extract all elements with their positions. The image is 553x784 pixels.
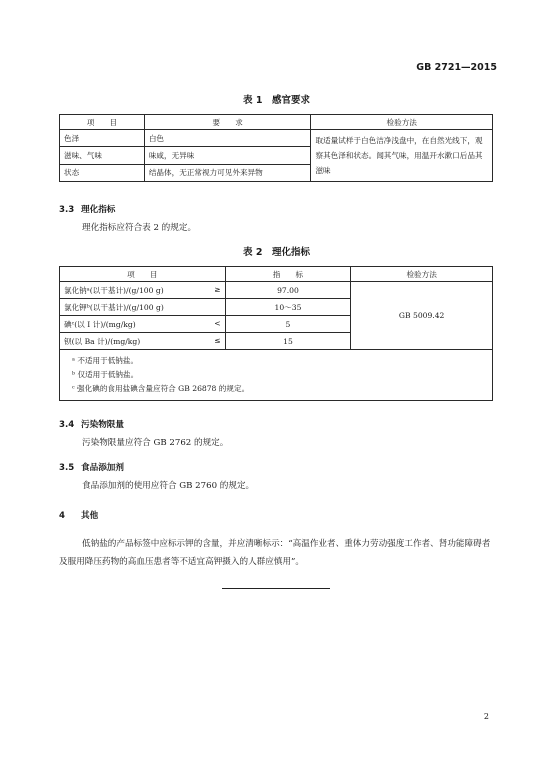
table-header-row <box>60 267 493 282</box>
header-method: 检验方法 <box>311 115 493 130</box>
section-3-4-heading <box>59 418 124 430</box>
section-3-5-text: 食品添加剂的使用应符合 GB 2760 的规定。 <box>82 481 255 491</box>
method-cell: 取适量试样于白色洁净浅盘中，在自然光线下，观察其色泽和状态。闻其气味，用温开水漱口后品其滋味 <box>311 130 493 182</box>
row-requirement: 味咸，无异味 <box>144 147 311 164</box>
row-item <box>60 299 226 316</box>
section-title: 食品添加剂 <box>81 463 124 473</box>
row-value: 97.00 <box>225 282 351 299</box>
comparison-symbol: ≤ <box>214 335 221 345</box>
section-title: 其他 <box>81 511 99 521</box>
row-requirement: 结晶体，无正常视力可见外来异物 <box>144 164 311 181</box>
section-number: 3.5 <box>59 463 75 473</box>
row-label: 碘ᶜ(以 I 计)/(mg/kg) <box>64 319 136 329</box>
table-row <box>60 130 493 147</box>
row-item <box>60 333 226 350</box>
row-item: 状态 <box>60 164 145 181</box>
table-notes <box>60 350 493 401</box>
sensory-requirements-table <box>59 114 493 182</box>
row-label: 氯化钠ᵃ(以干基计)/(g/100 g) <box>64 285 164 295</box>
row-label: 氯化钾ᵇ(以干基计)/(g/100 g) <box>64 302 164 312</box>
row-item: 滋味、气味 <box>60 147 145 164</box>
section-3-4-text: 污染物限量应符合 GB 2762 的规定。 <box>82 438 229 448</box>
table-header-row <box>60 115 493 130</box>
section-3-3-heading <box>59 203 115 215</box>
section-number: 3.3 <box>59 205 75 215</box>
row-requirement: 白色 <box>144 130 311 147</box>
page-number: 2 <box>483 712 489 721</box>
method-cell: GB 5009.42 <box>351 282 493 350</box>
end-rule <box>222 588 330 589</box>
section-4-heading <box>59 509 98 521</box>
header-method: 检验方法 <box>351 267 493 282</box>
section-number: 3.4 <box>59 420 75 430</box>
note: ᵃ 不适用于低钠盐。 <box>72 356 139 365</box>
row-value: 10～35 <box>225 299 351 316</box>
row-item <box>60 316 226 333</box>
table-row <box>60 282 493 299</box>
header-indicator: 指 标 <box>225 267 351 282</box>
standard-code: GB 2721—2015 <box>416 62 497 73</box>
section-title: 污染物限量 <box>81 420 124 430</box>
header-item: 项 目 <box>60 115 145 130</box>
table2-caption: 表 2 理化指标 <box>243 247 310 258</box>
note: ᵇ 仅适用于低钠盐。 <box>72 370 139 379</box>
header-item: 项 目 <box>60 267 226 282</box>
note: ᶜ 强化碘的食用盐碘含量应符合 GB 26878 的规定。 <box>72 384 250 393</box>
comparison-symbol: < <box>214 318 221 328</box>
row-value: 15 <box>225 333 351 350</box>
row-label: 钡(以 Ba 计)/(mg/kg) <box>64 336 141 346</box>
row-item: 色泽 <box>60 130 145 147</box>
section-3-3-text: 理化指标应符合表 2 的规定。 <box>82 223 197 233</box>
comparison-symbol: ≥ <box>214 284 221 294</box>
section-title: 理化指标 <box>81 205 116 215</box>
header-requirement: 要 求 <box>144 115 311 130</box>
row-value: 5 <box>225 316 351 333</box>
row-item <box>60 282 226 299</box>
section-4-text: 低钠盐的产品标签中应标示钾的含量，并应清晰标示：“高温作业者、重体力劳动强度工作者、肾功能障碍者及服用降压药物的高血压患者等不适宜高钾摄入的人群应慎用”。 <box>59 539 491 567</box>
section-3-5-heading <box>59 461 124 473</box>
table-notes-row <box>60 350 493 401</box>
section-number: 4 <box>59 511 65 521</box>
table1-caption: 表 1 感官要求 <box>243 95 310 106</box>
physicochemical-table <box>59 266 493 401</box>
